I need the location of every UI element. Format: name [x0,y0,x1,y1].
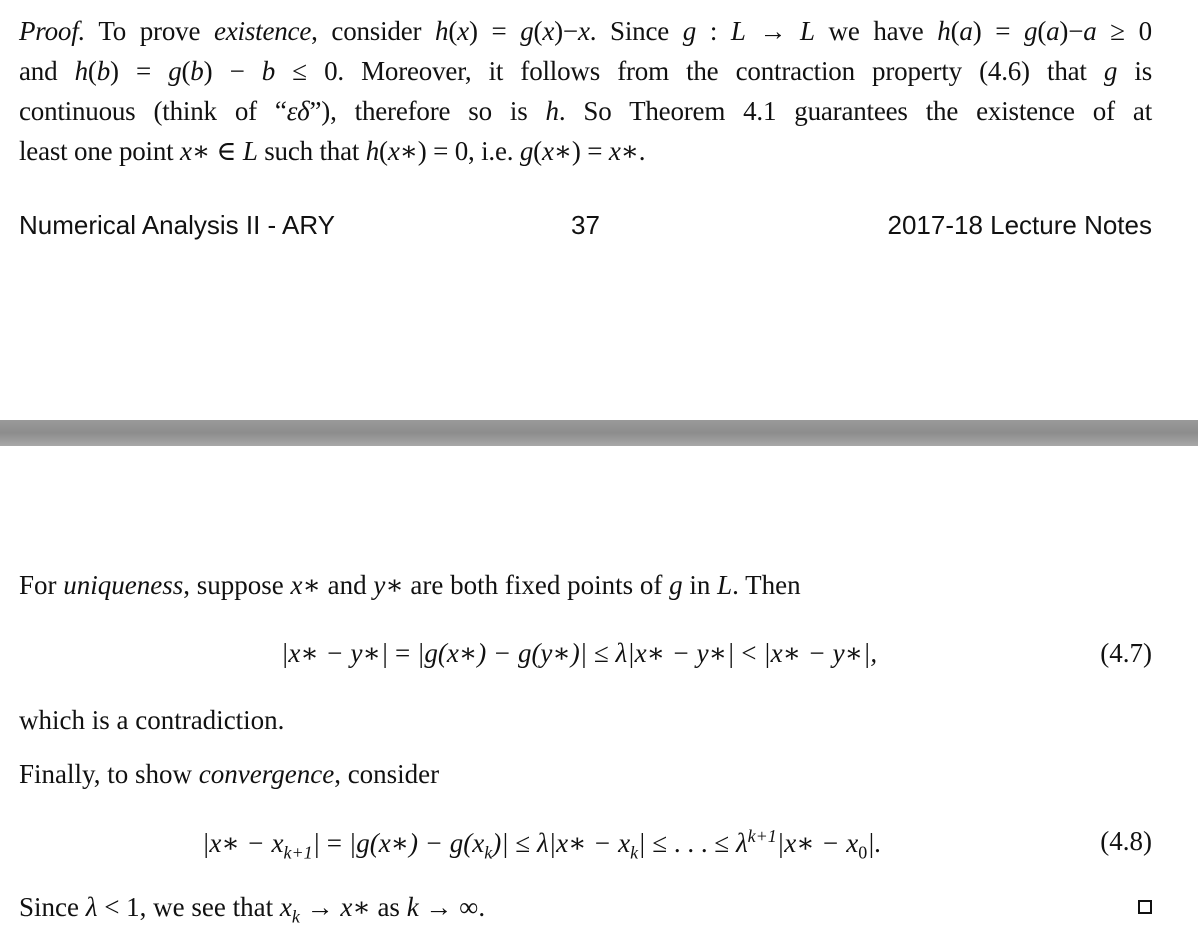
page-footer [19,204,1152,244]
proof-paragraph [19,11,1152,171]
convergence-final: Since λ < 1, we see that $x_k$ → x∗ as k → ∞. [19,892,486,927]
proof-line-3: continuous (think of “εδ”), therefore so is h. So Theorem 4.1 guarantees the existence of at [19,96,1152,126]
page-separator [0,420,1198,446]
equation-4-7-body: |x∗ − y∗| = |g(x∗) − g(y∗)| ≤ λ|x∗ − y∗| < |x∗ − y∗|, [281,638,878,668]
equation-4-8 [19,826,1152,866]
equation-4-7-number: (4.7) [1100,638,1152,668]
proof-line-4: least one point x∗ ∈ L such that h(x∗) = 0, i.e. g(x∗) = x∗. [19,136,646,166]
footer-notes-label: 2017-18 Lecture Notes [887,210,1152,240]
proof-line-2: and h(b) = g(b) − b ≤ 0. Moreover, it follows from the contraction property (4.6) that g is [19,56,1153,86]
convergence-intro: Finally, to show convergence, consider [19,759,440,789]
proof-line-1: Proof. To prove existence, consider h(x) = g(x)−x. Since g : L → L we have h(a) = g(a)−a ≥ 0 [19,16,1152,46]
footer-page-number: 37 [571,210,600,240]
equation-4-8-number: (4.8) [1100,826,1152,856]
qed-square-icon [1138,900,1152,914]
uniqueness-conclusion: which is a contradiction. [19,705,285,735]
footer-course-title: Numerical Analysis II - ARY [19,210,335,240]
equation-4-8-body: |x∗ − $x_{k+1}|$ = |g(x∗) − $g(x_k)|$ ≤ λ|x∗ − $x_k|$ ≤ . . . ≤ $\lambda^{k+1}|x∗ - x_0|$. [202,826,882,863]
page-bottom [0,446,1198,952]
page-top [0,0,1198,420]
convergence-final-line [19,892,1152,932]
uniqueness-intro: For uniqueness, suppose x∗ and y∗ are both fixed points of g in L. Then [19,570,801,600]
equation-4-7 [19,638,1152,678]
